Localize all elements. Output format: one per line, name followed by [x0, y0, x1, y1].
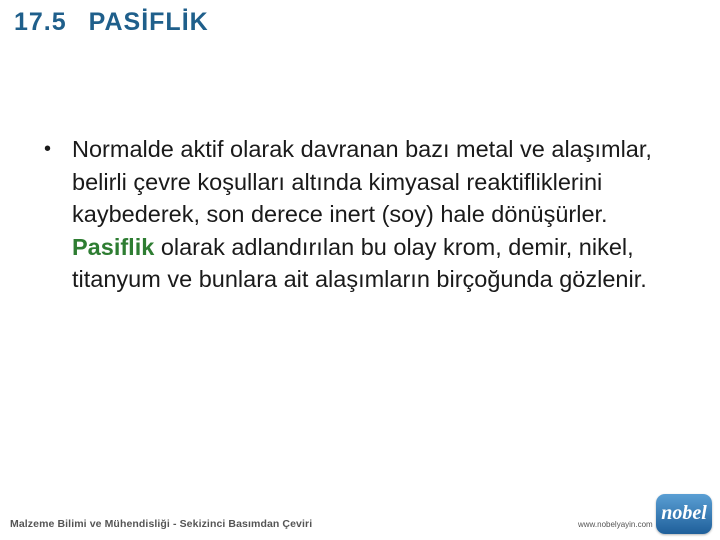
highlight-term: Pasiflik [72, 233, 155, 260]
nobel-logo [656, 494, 712, 534]
section-number: 17.5 [14, 8, 67, 36]
book-title: Malzeme Bilimi ve Mühendisliği - Sekizinci Basımdan Çeviri [10, 518, 313, 530]
logo-text: nobel [661, 502, 707, 524]
bullet-text [72, 133, 694, 296]
slide-title [14, 8, 209, 37]
bullet-item [44, 133, 694, 296]
bullet-list [44, 133, 694, 296]
text-part-2: olarak adlandırılan bu olay krom, demir, nikel, titanyum ve bunlara ait alaşımların birçoğunda gözlenir. [72, 233, 647, 292]
title-text: PASİFLİK [88, 8, 209, 36]
publisher-url: www.nobelyayin.com [578, 520, 653, 529]
bullet-icon: • [44, 138, 52, 160]
text-part-1: Normalde aktif olarak davranan bazı metal ve alaşımlar, belirli çevre koşulları altında kimyasal reaktifliklerini kaybederek, son derece inert (soy) hale dönüşürler. [72, 136, 652, 227]
